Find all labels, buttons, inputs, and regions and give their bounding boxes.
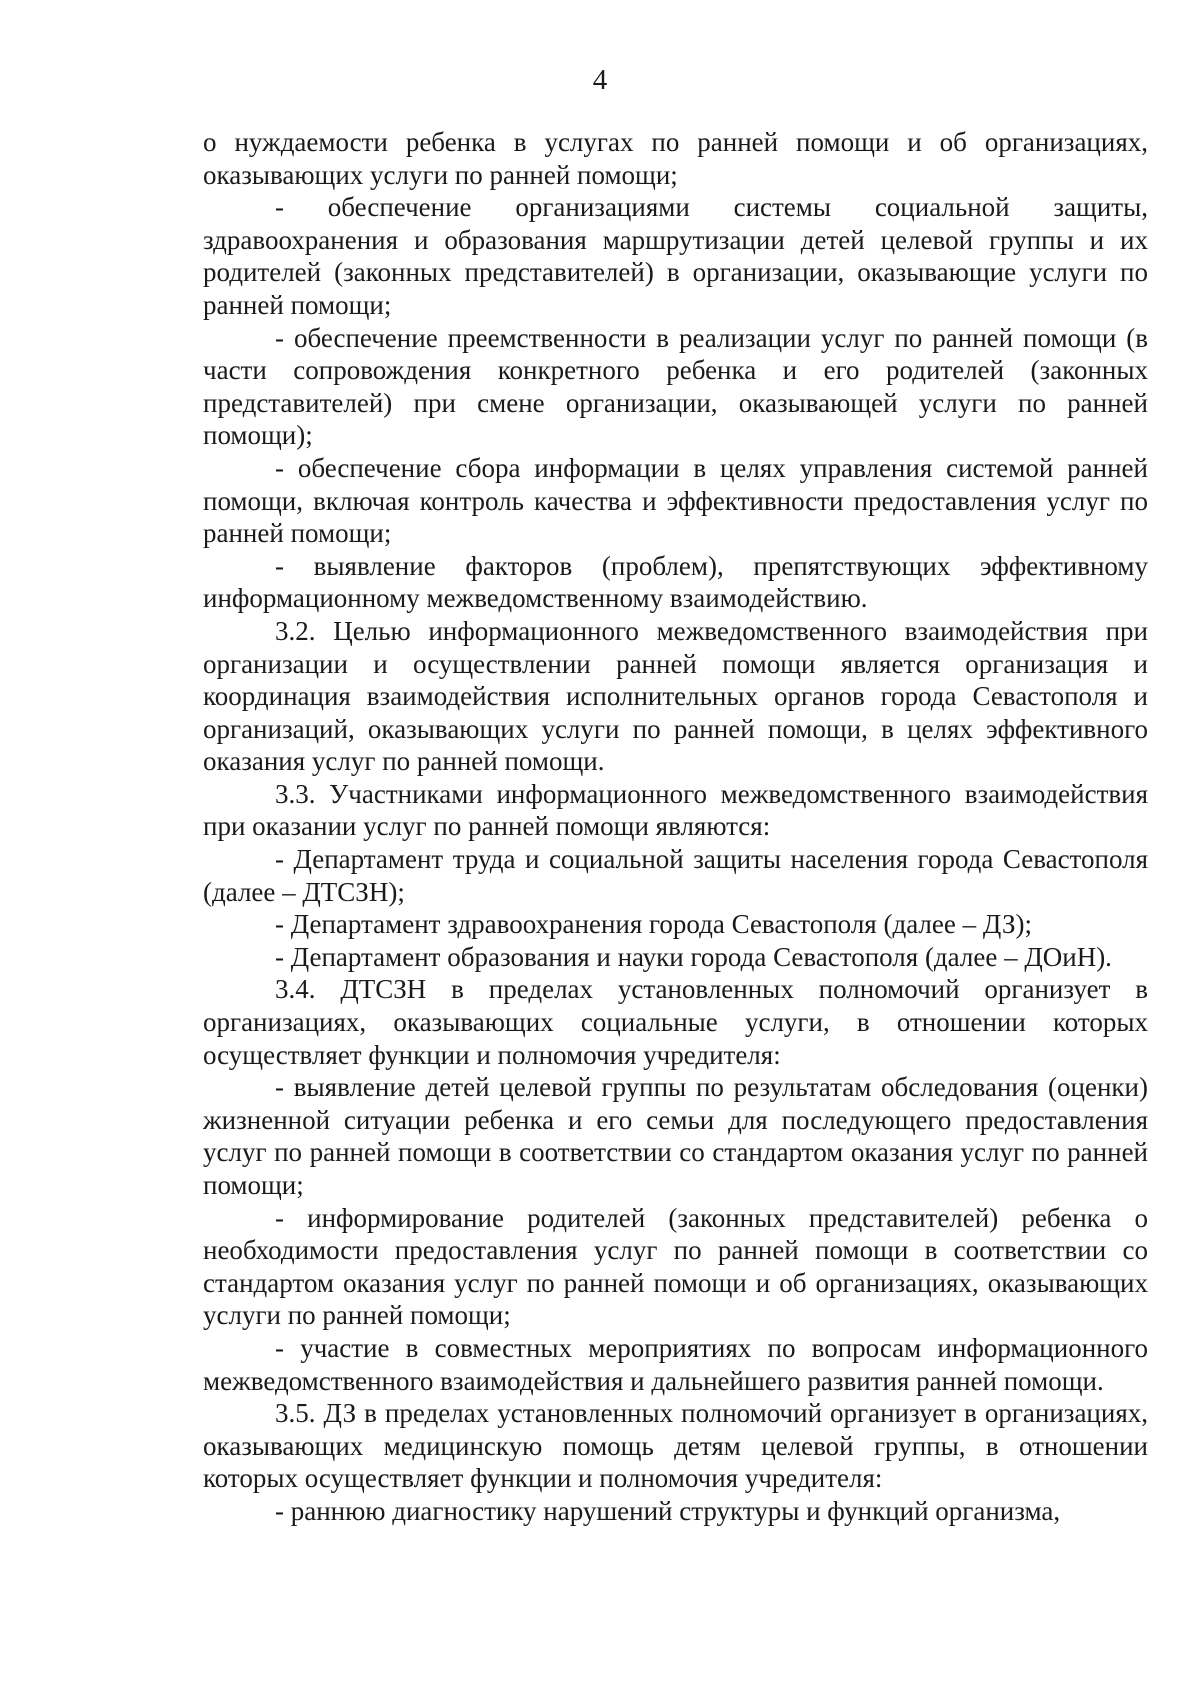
paragraph-p03: - обеспечение преемственности в реализации услуг по ранней помощи (в части сопровождения конкретного ребенка и его родителей (законных представителей) при смене организации, оказывающей услуги по ранней помощи);: [203, 322, 1148, 451]
paragraph-p13: - информирование родителей (законных представителей) ребенка о необходимости предоставления услуг по ранней помощи в соответствии со стандартом оказания услуг по ранней помощи и об организациях, оказывающих услуги по ранней помощи;: [203, 1202, 1148, 1331]
paragraph-p06: 3.2. Целью информационного межведомственного взаимодействия при организации и осуществлении ранней помощи является организация и координация взаимодействия исполнительных органов города Севастополя и организаций, оказывающих услуги по ранней помощи, в целях эффективного оказания услуг по ранней помощи.: [203, 615, 1148, 777]
paragraph-p14: - участие в совместных мероприятиях по вопросам информационного межведомственного взаимодействия и дальнейшего развития ранней помощи.: [203, 1332, 1148, 1396]
paragraph-p01: о нуждаемости ребенка в услугах по ранней помощи и об организациях, оказывающих услуги по ранней помощи;: [203, 127, 1148, 190]
paragraph-p04: - обеспечение сбора информации в целях управления системой ранней помощи, включая контроль качества и эффективности предоставления услуг по ранней помощи;: [203, 452, 1148, 549]
paragraph-p16: - раннюю диагностику нарушений структуры и функций организма,: [275, 1495, 1061, 1526]
paragraph-p11: 3.4. ДТСЗН в пределах установленных полномочий организует в организациях, оказывающих социальные услуги, в отношении которых осуществляет функции и полномочия учредителя:: [203, 974, 1148, 1070]
paragraph-p02: - обеспечение организациями системы социальной защиты, здравоохранения и образования маршрутизации детей целевой группы и их родителей (законных представителей) в организации, оказывающие услуги по ранней помощи;: [203, 192, 1148, 320]
paragraph-p05: - выявление факторов (проблем), препятствующих эффективному информационному межведомственному взаимодействию.: [203, 550, 1148, 614]
paragraph-p15: 3.5. ДЗ в пределах установленных полномочий организует в организациях, оказывающих медицинскую помощь детям целевой группы, в отношении которых осуществляет функции и полномочия учредителя:: [203, 1398, 1148, 1494]
paragraph-p07: 3.3. Участниками информационного межведомственного взаимодействия при оказании услуг по ранней помощи являются:: [203, 778, 1148, 842]
paragraph-p10: - Департамент образования и науки города Севастополя (далее – ДОиН).: [275, 941, 1112, 972]
page-number: 4: [592, 64, 608, 96]
paragraph-p12: - выявление детей целевой группы по результатам обследования (оценки) жизненной ситуации ребенка и его семьи для последующего предоставления услуг по ранней помощи в соответствии со стандартом оказания услуг по ранней помощи;: [203, 1072, 1148, 1200]
paragraph-p08: - Департамент труда и социальной защиты населения города Севастополя (далее – ДТСЗН);: [203, 844, 1148, 907]
paragraph-p09: - Департамент здравоохранения города Севастополя (далее – ДЗ);: [275, 909, 1032, 940]
document-body: [203, 126, 1148, 1528]
